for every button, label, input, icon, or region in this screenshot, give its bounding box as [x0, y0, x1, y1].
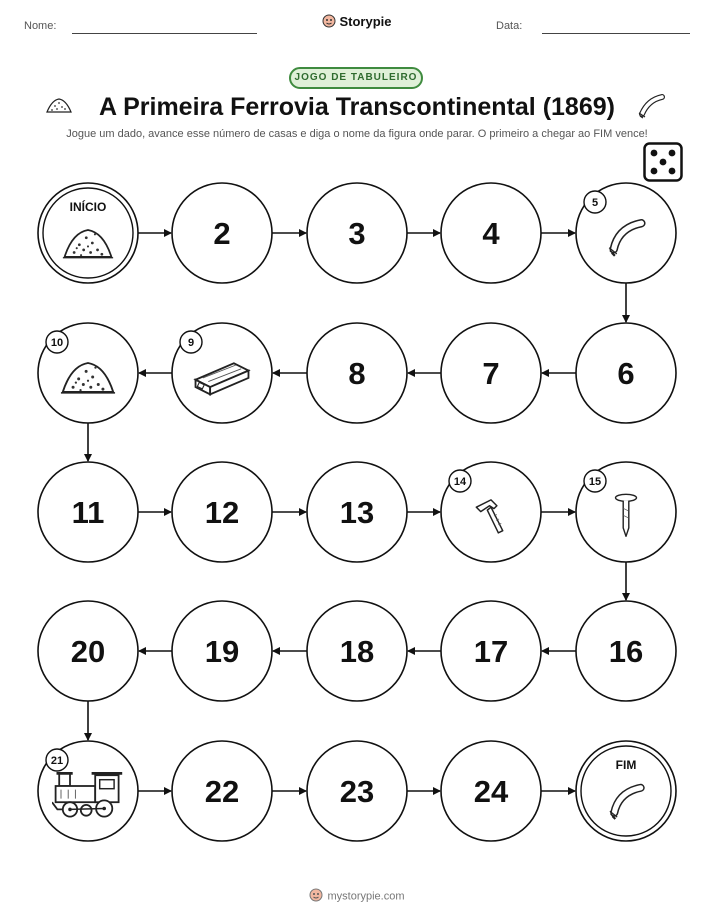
space-number: 2: [213, 216, 231, 251]
space-number: 3: [348, 216, 366, 251]
space-number: 20: [70, 634, 106, 669]
footer-url: mystorypie.com: [327, 890, 405, 903]
space-number: 18: [339, 634, 375, 669]
board-space-18[interactable]: [307, 601, 407, 701]
space-number: 21: [50, 755, 64, 767]
footer: [0, 888, 714, 905]
board-space-16[interactable]: [576, 601, 676, 701]
date-label: Data:: [496, 20, 523, 32]
board-space-22[interactable]: [172, 741, 272, 841]
board-space-14[interactable]: [441, 462, 541, 562]
storypie-logo-icon: [309, 888, 323, 905]
game-type-badge: JOGO DE TABULEIRO: [289, 67, 423, 89]
board-space-6[interactable]: [576, 323, 676, 423]
space-number: 22: [204, 774, 240, 809]
board-space-21[interactable]: [38, 741, 138, 841]
start-label: INÍCIO: [69, 200, 107, 214]
space-number: 7: [482, 356, 500, 391]
space-number: 6: [617, 356, 635, 391]
name-label: Nome:: [24, 20, 57, 32]
board-space-2[interactable]: [172, 183, 272, 283]
space-number: 16: [608, 634, 644, 669]
space-number: 15: [588, 476, 602, 488]
board-space-8[interactable]: [307, 323, 407, 423]
board-space-17[interactable]: [441, 601, 541, 701]
board-space-3[interactable]: [307, 183, 407, 283]
space-number: 23: [339, 774, 375, 809]
board-space-25[interactable]: [576, 741, 676, 841]
board-space-1[interactable]: [38, 183, 138, 283]
space-number: 5: [591, 197, 599, 209]
space-number: 13: [339, 495, 375, 530]
space-number: 10: [50, 337, 64, 349]
board-space-5[interactable]: [576, 183, 676, 283]
board-space-9[interactable]: [172, 323, 272, 423]
space-number: 24: [473, 774, 509, 809]
space-number: 9: [187, 337, 195, 349]
finish-label: FIM: [615, 758, 637, 772]
space-number: 14: [453, 476, 467, 488]
board-space-7[interactable]: [441, 323, 541, 423]
board-space-19[interactable]: [172, 601, 272, 701]
space-number: 12: [204, 495, 240, 530]
board-space-15[interactable]: [576, 462, 676, 562]
space-number: 19: [204, 634, 240, 669]
space-number: 4: [482, 216, 500, 251]
board-space-23[interactable]: [307, 741, 407, 841]
instructions: Jogue um dado, avance esse número de casas e diga o nome da figura onde parar. O primeiro a chegar ao FIM vence!: [66, 128, 648, 140]
space-number: 17: [473, 634, 509, 669]
space-number: 11: [71, 495, 105, 530]
page-title: A Primeira Ferrovia Transcontinental (1869): [99, 93, 615, 121]
board-space-4[interactable]: [441, 183, 541, 283]
brand-name: Storypie: [339, 14, 392, 29]
board-space-20[interactable]: [38, 601, 138, 701]
board-space-13[interactable]: [307, 462, 407, 562]
space-number: 8: [348, 356, 366, 391]
board-space-12[interactable]: [172, 462, 272, 562]
board-space-24[interactable]: [441, 741, 541, 841]
board-space-11[interactable]: [38, 462, 138, 562]
board-space-10[interactable]: [38, 323, 138, 423]
